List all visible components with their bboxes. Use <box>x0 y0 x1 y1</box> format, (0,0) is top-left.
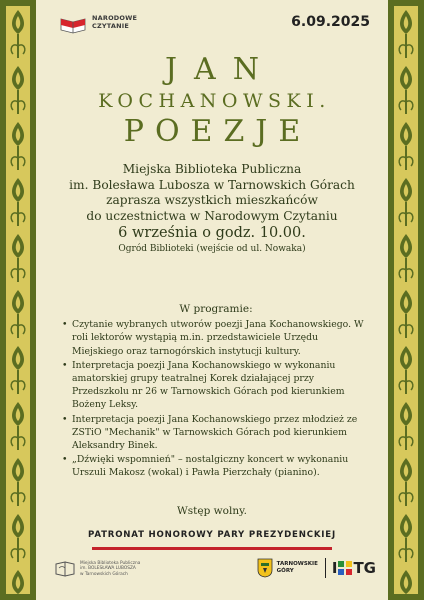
program-item: • Interpretacja poezji Jana Kochanowskiego w wykonaniu amatorskiej grupy teatralnej Korek działającej przy Przedszkolu nr 26 w Tarnowskich Górach pod kierunkiem Bożeny Leksy. <box>60 359 372 412</box>
itg-left: I <box>331 559 338 577</box>
patronage-heading: PATRONAT HONOROWY PARY PREZYDENCKIEJ <box>88 530 336 540</box>
program-item: • Interpretacja poezji Jana Kochanowskiego przez młodzież ze ZSTiO "Mechanik" w Tarnowskich Górach pod kierunkiem Aleksandry Binek. <box>60 413 372 453</box>
intro-block <box>40 162 384 255</box>
program-heading: W programie: <box>179 303 253 315</box>
itg-right: TG <box>353 559 376 577</box>
program-list <box>60 318 372 479</box>
library-line3: w Tarnowskich Górach <box>80 571 128 577</box>
library-logo <box>54 560 140 578</box>
intro-line3: zaprasza wszystkich mieszkańców <box>106 193 318 207</box>
city-crest-icon <box>257 558 273 578</box>
program-item: • Czytanie wybranych utworów poezji Jana Kochanowskiego. W roli lektorów wystąpią m.in. przedstawiciele Urzędu Miejskiego oraz tarnogórskich instytucji kultury. <box>60 318 372 358</box>
book-icon <box>60 16 86 34</box>
ornament-pattern-left <box>6 6 30 594</box>
city-line2: GÓRY <box>276 568 294 574</box>
program-item: • „Dźwięki wspomnień" – nostalgiczny koncert w wykonaniu Urszuli Makosz (wokal) i Pawła Pierzchały (pianino). <box>60 453 372 479</box>
narodowe-czytanie-logo <box>60 14 137 34</box>
city-line1: TARNOWSKIE <box>276 561 318 567</box>
poster-content <box>40 0 384 600</box>
program-section <box>60 303 372 481</box>
event-time: 6 września o godz. 10.00. <box>118 225 306 241</box>
partner-logos <box>257 558 376 578</box>
logo-line2: CZYTANIE <box>92 22 130 30</box>
patronage-divider <box>92 547 332 550</box>
library-line2: im. BOLESŁAWA LUBOSZA <box>80 566 136 572</box>
free-entry: Wstęp wolny. <box>177 505 247 517</box>
ornament-pattern-right <box>394 6 418 594</box>
intro-line2: im. Bolesława Lubosza w Tarnowskich Górach <box>69 177 355 192</box>
event-date: 6.09.2025 <box>291 14 370 30</box>
logo-line1: NARODOWE <box>92 14 138 22</box>
library-book-icon <box>54 560 76 578</box>
left-ornament-border <box>0 0 36 600</box>
itg-logo <box>332 559 376 577</box>
itg-mark-icon <box>338 561 352 575</box>
event-place: Ogród Biblioteki (wejście od ul. Nowaka) <box>118 244 306 254</box>
logo-separator <box>325 558 326 578</box>
title-line2: KOCHANOWSKI. <box>98 90 331 112</box>
intro-line1: Miejska Biblioteka Publiczna <box>122 162 302 176</box>
library-line1: Miejska Biblioteka Publiczna <box>80 560 141 566</box>
intro-line4: do uczestnictwa w Narodowym Czytaniu <box>86 208 338 223</box>
title-line3: POEZJE <box>123 114 312 149</box>
title-line1: JAN <box>165 52 276 87</box>
right-ornament-border <box>388 0 424 600</box>
